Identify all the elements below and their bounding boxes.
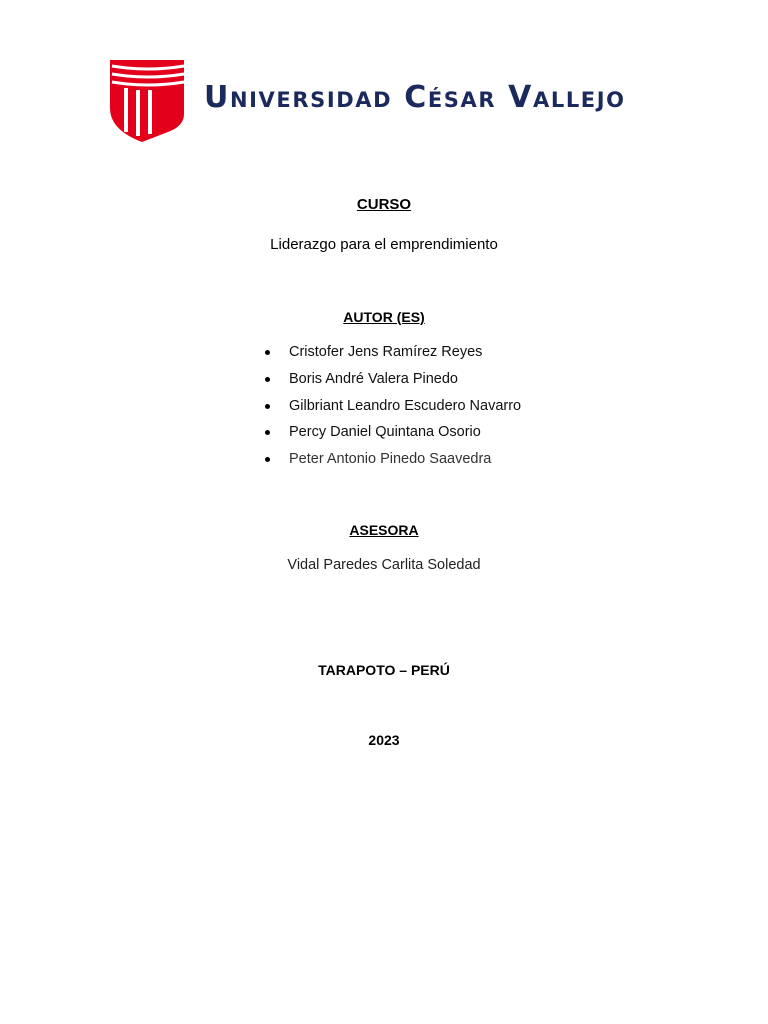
authors-heading: AUTOR (ES)	[343, 309, 425, 325]
advisor-heading: ASESORA	[349, 522, 419, 538]
university-logo	[108, 56, 668, 144]
author-name: Cristofer Jens Ramírez Reyes	[289, 344, 483, 360]
location-text: TARAPOTO – PERÚ	[318, 662, 450, 678]
bullet-icon	[265, 404, 270, 409]
university-name: Universidad César Vallejo	[204, 80, 626, 115]
author-name: Peter Antonio Pinedo Saavedra	[289, 451, 492, 468]
advisor-name: Vidal Paredes Carlita Soledad	[287, 557, 481, 573]
author-name: Gilbriant Leandro Escudero Navarro	[289, 397, 522, 414]
authors-list	[260, 342, 521, 476]
list-item	[260, 342, 521, 369]
course-heading: CURSO	[356, 196, 412, 213]
bullet-icon	[265, 457, 270, 462]
course-name: Liderazgo para el emprendimiento	[270, 236, 498, 253]
list-item	[260, 449, 521, 476]
bullet-icon	[265, 430, 270, 435]
author-name: Percy Daniel Quintana Osorio	[289, 424, 481, 441]
university-shield-icon	[108, 56, 186, 142]
year-text: 2023	[368, 732, 400, 748]
author-name: Boris André Valera Pinedo	[289, 370, 459, 387]
bullet-icon	[265, 377, 270, 382]
list-item	[260, 422, 521, 449]
list-item	[260, 369, 521, 396]
list-item	[260, 396, 521, 423]
bullet-icon	[265, 350, 270, 355]
